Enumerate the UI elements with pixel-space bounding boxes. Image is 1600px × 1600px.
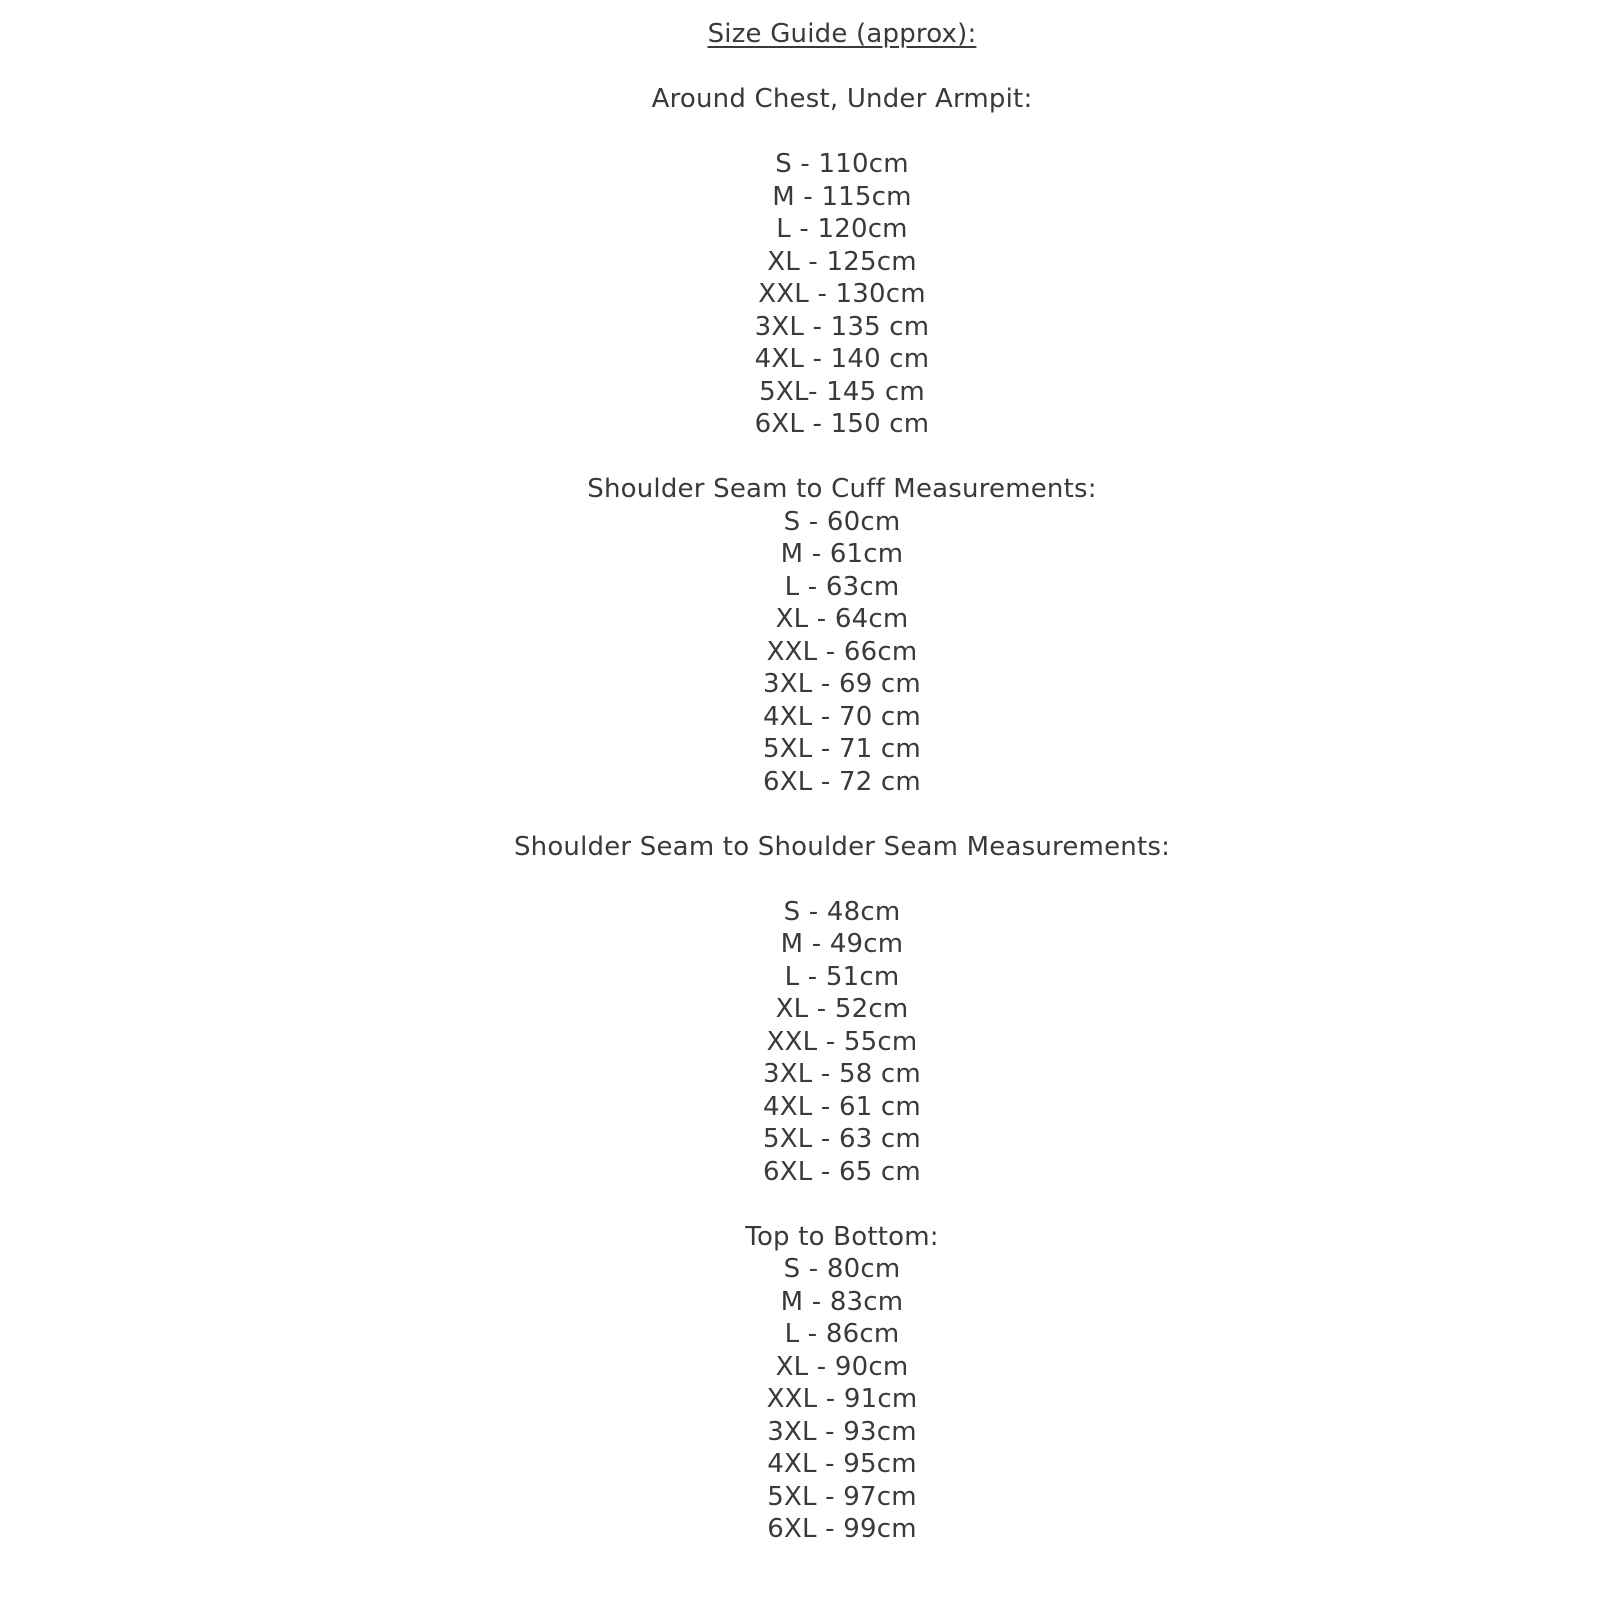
size-item: 6XL - 72 cm (763, 766, 921, 797)
size-item: 4XL - 95cm (767, 1449, 917, 1479)
page-title: Size Guide (approx): (707, 19, 977, 49)
section-heading-cuff: Shoulder Seam to Cuff Measurements: (587, 474, 1097, 504)
size-item: S - 48cm (783, 896, 901, 927)
size-item: 5XL - 97cm (767, 1481, 917, 1512)
size-item: 5XL - 71 cm (763, 734, 921, 764)
size-guide-document (42, 0, 1600, 1546)
size-item: XXL - 66cm (766, 636, 918, 667)
section-heading-length: Top to Bottom: (745, 1221, 939, 1252)
size-item: 6XL - 150 cm (754, 409, 930, 439)
spacer (42, 51, 1600, 84)
spacer (42, 863, 1600, 896)
section-heading-shoulder: Shoulder Seam to Shoulder Seam Measurements: (513, 831, 1171, 862)
size-item: 5XL - 63 cm (763, 1124, 921, 1154)
section-cuff (42, 473, 1600, 798)
size-item: S - 60cm (783, 506, 901, 537)
size-item: 3XL - 135 cm (754, 311, 930, 342)
size-item: XL - 90cm (775, 1351, 909, 1382)
section-chest (42, 83, 1600, 441)
size-item: L - 86cm (784, 1319, 900, 1349)
size-item: XXL - 130cm (758, 279, 926, 309)
section-length (42, 1221, 1600, 1546)
size-item: 5XL- 145 cm (759, 376, 925, 407)
section-shoulder (42, 831, 1600, 1189)
size-item: 4XL - 140 cm (754, 344, 930, 374)
size-item: L - 120cm (776, 214, 908, 244)
section-heading-chest: Around Chest, Under Armpit: (651, 84, 1033, 114)
size-item: XL - 52cm (775, 994, 909, 1024)
size-item: M - 115cm (772, 181, 912, 212)
spacer (42, 1188, 1600, 1221)
size-item: M - 61cm (780, 539, 904, 569)
size-item: 3XL - 58 cm (763, 1059, 921, 1089)
size-item: L - 63cm (784, 571, 900, 602)
size-item: 3XL - 93cm (767, 1416, 917, 1447)
size-item: 6XL - 65 cm (763, 1156, 921, 1187)
size-item: XL - 125cm (767, 246, 917, 277)
size-item: 3XL - 69 cm (763, 669, 921, 699)
spacer (42, 116, 1600, 149)
size-item: 4XL - 70 cm (763, 701, 921, 732)
spacer (42, 441, 1600, 474)
size-item: 6XL - 99cm (767, 1514, 917, 1544)
size-item: XXL - 91cm (766, 1384, 918, 1414)
size-item: 4XL - 61 cm (763, 1091, 921, 1122)
size-item: S - 80cm (783, 1254, 901, 1284)
size-item: M - 49cm (780, 929, 904, 959)
size-item: XXL - 55cm (766, 1026, 918, 1057)
size-item: XL - 64cm (775, 604, 909, 634)
spacer (42, 798, 1600, 831)
size-item: L - 51cm (784, 961, 900, 992)
size-item: S - 110cm (775, 149, 909, 179)
size-item: M - 83cm (780, 1286, 904, 1317)
